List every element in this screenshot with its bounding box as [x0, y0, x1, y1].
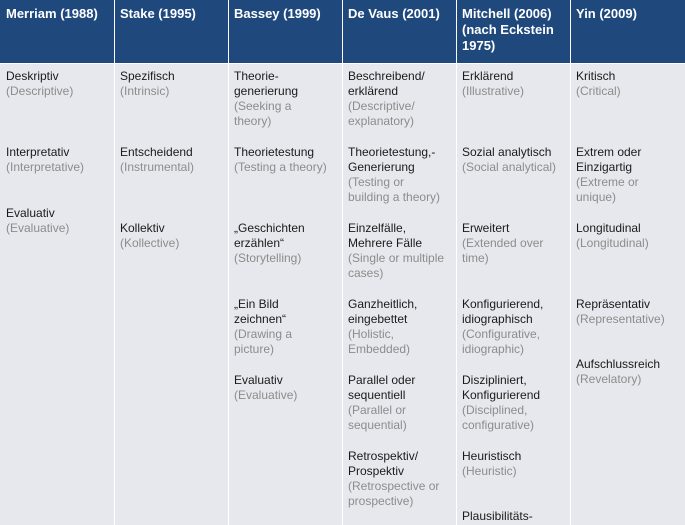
cell-translation: (Critical) — [576, 84, 621, 98]
cell — [6, 69, 112, 99]
cell — [234, 221, 340, 266]
cell-translation: (Revelatory) — [576, 372, 642, 386]
header-bassey: Bassey (1999) — [234, 6, 321, 21]
cell-translation: (Evaluative) — [6, 221, 70, 235]
cell-term: Plausibilitäts- — [462, 509, 533, 523]
cell-term: Spezifisch — [120, 69, 175, 83]
cell — [6, 145, 112, 175]
cell-term: Retrospektiv/ Prospektiv — [348, 449, 419, 478]
header-merriam: Merriam (1988) — [6, 6, 98, 21]
header-mitchell: Mitchell (2006) (nach Eckstein 1975) — [462, 6, 554, 53]
cell-term: Entscheidend — [120, 145, 193, 159]
cell-translation: (Social analytical) — [462, 160, 557, 174]
cell — [576, 221, 683, 251]
cell-translation: (Descriptive) — [6, 84, 74, 98]
cell — [462, 449, 568, 479]
cell-translation: (Drawing a picture) — [234, 327, 293, 356]
cell-translation: (Intrinsic) — [120, 84, 170, 98]
cell-term: Repräsentativ — [576, 297, 651, 311]
cell-term: Sozial analytisch — [462, 145, 552, 159]
column-de-vaus — [342, 63, 456, 525]
cell-term: Deskriptiv — [6, 69, 59, 83]
cell — [120, 145, 226, 175]
cell-term: Einzelfälle, Mehrere Fälle — [348, 221, 423, 250]
cell-term: Erklärend — [462, 69, 514, 83]
cell — [6, 206, 112, 236]
cell-term: Interpretativ — [6, 145, 70, 159]
cell-term: Evaluativ — [6, 206, 55, 220]
cell-translation: (Retrospective or prospective) — [348, 479, 440, 508]
cell-term: Theorietestung — [234, 145, 315, 159]
cell — [348, 221, 454, 281]
cell-translation: (Evaluative) — [234, 388, 298, 402]
cell — [462, 509, 568, 524]
column-stake — [114, 63, 228, 525]
cell — [348, 373, 454, 433]
header-de-vaus: De Vaus (2001) — [348, 6, 440, 21]
column-merriam — [0, 63, 114, 525]
cell-translation: (Disciplined, configurative) — [462, 403, 535, 432]
cell-term: Theorie- generierung — [234, 69, 299, 98]
cell-term: Aufschlussreich — [576, 357, 661, 371]
cell-translation: (Single or multiple cases) — [348, 251, 445, 280]
cell-term: Ganzheitlich, eingebettet — [348, 297, 418, 326]
cell — [234, 69, 340, 129]
cell-translation: (Extreme or unique) — [576, 175, 639, 204]
cell — [576, 145, 683, 205]
cell — [462, 221, 568, 266]
cell — [234, 145, 340, 175]
cell-translation: (Kollective) — [120, 236, 180, 250]
cell — [234, 297, 340, 357]
cell-term: Evaluativ — [234, 373, 283, 387]
cell-translation: (Testing or building a theory) — [348, 175, 441, 204]
cell — [120, 69, 226, 99]
cell — [120, 221, 226, 251]
cell-term: Heuristisch — [462, 449, 522, 463]
cell-term: „Geschichten erzählen“ — [234, 221, 305, 250]
cell-translation: (Interpretative) — [6, 160, 85, 174]
cell — [348, 69, 454, 129]
cell — [348, 297, 454, 357]
cell-term: Kritisch — [576, 69, 616, 83]
cell-translation: (Storytelling) — [234, 251, 302, 265]
cell — [348, 449, 454, 509]
cell-term: Parallel oder sequentiell — [348, 373, 416, 402]
cell-translation: (Illustrative) — [462, 84, 525, 98]
cell — [462, 69, 568, 99]
column-yin — [570, 63, 685, 525]
cell-term: Diszipliniert, Konfigurierend — [462, 373, 541, 402]
cell-term: Extrem oder Einzigartig — [576, 145, 642, 174]
cell-translation: (Descriptive/ explanatory) — [348, 99, 415, 128]
cell-translation: (Representative) — [576, 312, 665, 326]
cell-term: Theorietestung,- Generierung — [348, 145, 436, 174]
column-mitchell — [456, 63, 570, 525]
header-stake: Stake (1995) — [120, 6, 196, 21]
cell-term: Longitudinal — [576, 221, 641, 235]
cell-translation: (Parallel or sequential) — [348, 403, 407, 432]
column-bassey — [228, 63, 342, 525]
cell-translation: (Configurative, idiographic) — [462, 327, 541, 356]
cell-term: Erweitert — [462, 221, 510, 235]
header-yin: Yin (2009) — [576, 6, 637, 21]
cell-term: „Ein Bild zeichnen“ — [234, 297, 287, 326]
cell — [462, 145, 568, 175]
cell — [348, 145, 454, 205]
cell — [576, 69, 683, 99]
cell — [234, 373, 340, 403]
cell — [462, 297, 568, 357]
cell-translation: (Instrumental) — [120, 160, 195, 174]
cell — [576, 297, 683, 327]
cell — [576, 357, 683, 387]
cell-translation: (Longitudinal) — [576, 236, 649, 250]
cell-translation: (Heuristic) — [462, 464, 517, 478]
cell-translation: (Testing a theory) — [234, 160, 327, 174]
cell — [462, 373, 568, 433]
cell-term: Konfigurierend, idiographisch — [462, 297, 544, 326]
cell-translation: (Seeking a theory) — [234, 99, 292, 128]
cell-translation: (Extended over time) — [462, 236, 544, 265]
cell-term: Kollektiv — [120, 221, 165, 235]
cell-translation: (Holistic, Embedded) — [348, 327, 411, 356]
cell-term: Beschreibend/ erklärend — [348, 69, 425, 98]
